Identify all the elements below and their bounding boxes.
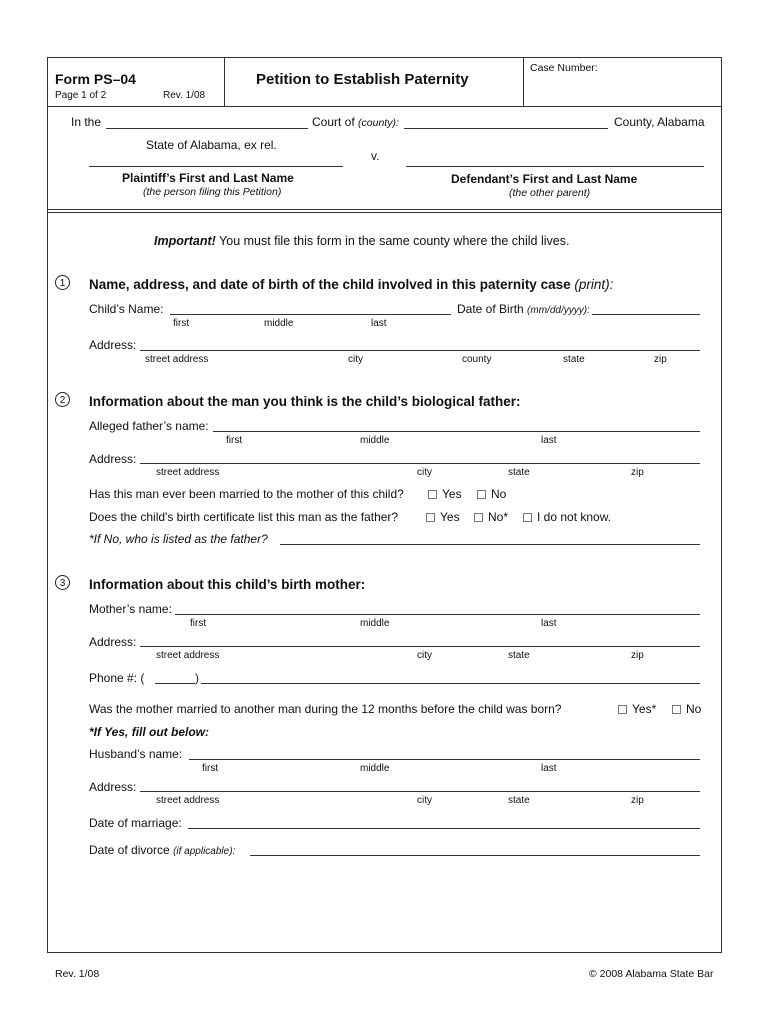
childs-name-label: Child’s Name: <box>89 302 164 316</box>
q-birth-certificate: Does the child's birth certificate list this man as the father? <box>89 510 399 524</box>
page-number: Page 1 of 2 <box>55 90 107 101</box>
father-zip-hint: zip <box>631 467 644 478</box>
mother-state-hint: state <box>508 650 530 661</box>
plaintiff-hint: (the person filing this Petition) <box>143 186 282 198</box>
dob-field[interactable] <box>592 314 700 315</box>
husband-name-label: Husband’s name: <box>89 747 183 761</box>
husband-last-hint: last <box>541 763 557 774</box>
father-state-hint: state <box>508 467 530 478</box>
married-no-option[interactable]: No <box>477 487 506 501</box>
husband-city-hint: city <box>417 795 432 806</box>
court-type-field[interactable] <box>106 128 308 129</box>
caption-divider-a <box>47 209 722 210</box>
father-name-field[interactable] <box>213 431 700 432</box>
header-divider <box>47 106 722 107</box>
father-first-hint: first <box>226 435 243 446</box>
birth-cert-yes-option[interactable]: Yes <box>426 510 460 524</box>
mother-last-hint: last <box>541 618 557 629</box>
section-3-number: 3 <box>55 575 70 590</box>
child-address-field[interactable] <box>140 350 700 351</box>
header-col-divider-1 <box>224 57 225 106</box>
county-alabama-label: County, Alabama <box>614 115 705 129</box>
court-of-label: Court of (county): <box>312 115 399 129</box>
birth-cert-no-checkbox[interactable] <box>474 513 483 522</box>
date-of-marriage-label: Date of marriage: <box>89 816 182 830</box>
child-address-label: Address: <box>89 338 137 352</box>
footer-revision: Rev. 1/08 <box>55 968 100 980</box>
dob-label: Date of Birth (mm/dd/yyyy): <box>457 302 590 316</box>
state-ex-rel-label: State of Alabama, ex rel. <box>146 138 277 152</box>
form-id: Form PS–04 <box>55 71 136 87</box>
husband-street-hint: street address <box>156 795 220 806</box>
child-county-hint: county <box>462 354 492 365</box>
form-title: Petition to Establish Paternity <box>256 71 469 88</box>
husband-name-field[interactable] <box>189 759 700 760</box>
phone-close-paren: ) <box>195 671 199 685</box>
plaintiff-name-field[interactable] <box>89 166 343 167</box>
mother-name-label: Mother’s name: <box>89 602 172 616</box>
father-city-hint: city <box>417 467 432 478</box>
husband-first-hint: first <box>202 763 219 774</box>
phone-number-field[interactable] <box>201 683 700 684</box>
mother-name-field[interactable] <box>175 614 700 615</box>
header-col-divider-2 <box>523 57 524 106</box>
child-street-hint: street address <box>145 354 209 365</box>
mother-address-field[interactable] <box>140 646 700 647</box>
child-last-hint: last <box>371 318 387 329</box>
married-other-no-option[interactable]: No <box>672 702 701 716</box>
case-number-field[interactable] <box>526 76 718 104</box>
section-2-number: 2 <box>55 392 70 407</box>
child-first-hint: first <box>173 318 190 329</box>
child-zip-hint: zip <box>654 354 667 365</box>
q-mother-married-other: Was the mother married to another man during the 12 months before the child was born? <box>89 702 562 716</box>
mother-city-hint: city <box>417 650 432 661</box>
mother-address-label: Address: <box>89 635 137 649</box>
birth-cert-unknown-option[interactable]: I do not know. <box>523 510 611 524</box>
father-address-label: Address: <box>89 452 137 466</box>
phone-label: Phone #: ( <box>89 671 145 685</box>
defendant-hint: (the other parent) <box>509 187 591 199</box>
caption-divider-b <box>47 212 722 213</box>
childs-name-field[interactable] <box>170 314 451 315</box>
married-no-checkbox[interactable] <box>477 490 486 499</box>
county-field[interactable] <box>404 128 608 129</box>
father-middle-hint: middle <box>360 435 390 446</box>
child-middle-hint: middle <box>264 318 294 329</box>
father-address-field[interactable] <box>140 463 700 464</box>
q-married-to-mother: Has this man ever been married to the mother of this child? <box>89 487 404 501</box>
plaintiff-label: Plaintiff’s First and Last Name <box>122 171 294 185</box>
header-revision: Rev. 1/08 <box>163 90 206 101</box>
married-yes-option[interactable]: Yes <box>428 487 462 501</box>
versus-label: v. <box>371 149 380 163</box>
father-street-hint: street address <box>156 467 220 478</box>
husband-state-hint: state <box>508 795 530 806</box>
if-no-listed-father-label: *If No, who is listed as the father? <box>89 532 268 546</box>
father-name-label: Alleged father’s name: <box>89 419 209 433</box>
case-number-label: Case Number: <box>530 62 598 74</box>
mother-street-hint: street address <box>156 650 220 661</box>
married-other-yes-option[interactable]: Yes* <box>618 702 656 716</box>
listed-father-field[interactable] <box>280 544 700 545</box>
date-of-divorce-label: Date of divorce (if applicable): <box>89 843 236 857</box>
husband-zip-hint: zip <box>631 795 644 806</box>
mother-zip-hint: zip <box>631 650 644 661</box>
section-1-title: Name, address, and date of birth of the child involved in this paternity case (print): <box>89 277 614 292</box>
footer-copyright: © 2008 Alabama State Bar <box>589 968 714 980</box>
father-last-hint: last <box>541 435 557 446</box>
date-of-divorce-field[interactable] <box>250 855 700 856</box>
mother-middle-hint: middle <box>360 618 390 629</box>
birth-cert-yes-checkbox[interactable] <box>426 513 435 522</box>
child-city-hint: city <box>348 354 363 365</box>
important-notice: Important! You must file this form in the same county where the child lives. <box>154 234 570 248</box>
husband-middle-hint: middle <box>360 763 390 774</box>
section-3-title: Information about this child’s birth mother: <box>89 577 366 592</box>
married-other-yes-checkbox[interactable] <box>618 705 627 714</box>
in-the-label: In the <box>71 115 102 129</box>
child-state-hint: state <box>563 354 585 365</box>
phone-area-code-field[interactable] <box>155 683 195 684</box>
defendant-label: Defendant’s First and Last Name <box>451 172 638 186</box>
if-yes-instruction: *If Yes, fill out below: <box>89 725 210 739</box>
defendant-name-field[interactable] <box>406 166 704 167</box>
date-of-marriage-field[interactable] <box>188 828 700 829</box>
mother-first-hint: first <box>190 618 207 629</box>
husband-address-field[interactable] <box>140 791 700 792</box>
section-2-title: Information about the man you think is the child’s biological father: <box>89 394 521 409</box>
birth-cert-no-option[interactable]: No* <box>474 510 508 524</box>
married-yes-checkbox[interactable] <box>428 490 437 499</box>
married-other-no-checkbox[interactable] <box>672 705 681 714</box>
husband-address-label: Address: <box>89 780 137 794</box>
section-1-number: 1 <box>55 275 70 290</box>
birth-cert-unknown-checkbox[interactable] <box>523 513 532 522</box>
